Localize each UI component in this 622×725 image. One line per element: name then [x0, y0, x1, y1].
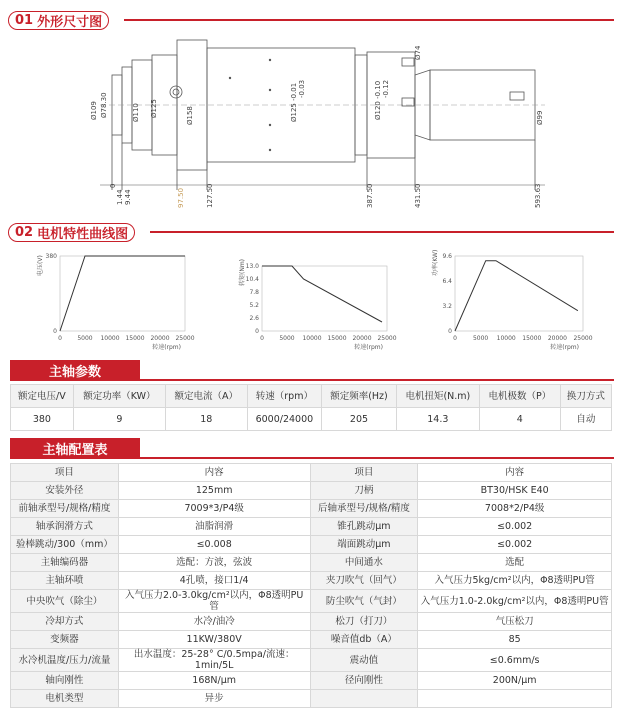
config-row: [11, 464, 612, 482]
config-key: 水冷机温度/压力/流量: [11, 649, 119, 672]
dim-label: 431.50: [414, 183, 422, 208]
dim-label: Ø120 -0.10: [374, 80, 382, 120]
config-row: [11, 672, 612, 690]
y-tick-label: 9.6: [442, 253, 452, 260]
param-value: 205: [322, 408, 397, 431]
x-tick-label: 5000: [472, 335, 489, 342]
config-row: [11, 690, 612, 708]
config-value: ≤0.6mm/s: [418, 649, 612, 672]
dim-label: Ø125 -0.01: [290, 82, 298, 122]
param-value: 9: [73, 408, 165, 431]
dim-label: Ø158: [186, 106, 194, 125]
config-key: 项目: [310, 464, 418, 482]
config-value: ≤0.008: [118, 536, 310, 554]
section-divider: [150, 231, 614, 233]
config-key: 端面跳动μm: [310, 536, 418, 554]
config-value: ≤0.002: [418, 518, 612, 536]
dim-label: 97.50: [177, 187, 185, 208]
config-value: 入气压力2.0-3.0kg/cm²以内，Φ8透明PU管: [118, 590, 310, 613]
config-value: 出水温度：25-28° C/0.5mpa/流速：1min/5L: [118, 649, 310, 672]
config-key: 中间通水: [310, 554, 418, 572]
x-tick-label: 5000: [77, 335, 93, 342]
plot-frame: [455, 256, 583, 331]
x-tick-label: 25000: [377, 335, 397, 342]
params-title: 主轴参数: [10, 360, 140, 381]
config-key: 主轴环喷: [11, 572, 119, 590]
config-key: 变频器: [11, 631, 119, 649]
config-value: BT30/HSK E40: [418, 482, 612, 500]
dim-label: 127.50: [206, 183, 214, 208]
x-tick-label: 25000: [573, 335, 593, 342]
config-row: [11, 536, 612, 554]
y-tick-label: 380: [45, 253, 57, 260]
x-tick-label: 0: [58, 335, 62, 342]
config-value: 入气压力1.0-2.0kg/cm²以内，Φ8透明PU管: [418, 590, 612, 613]
param-value: 自动: [560, 408, 611, 431]
config-key: 验棒跳动/300（mm）: [11, 536, 119, 554]
x-axis-label: 转速(rpm): [152, 344, 181, 351]
config-key: 电机类型: [11, 690, 119, 708]
param-value: 380: [11, 408, 74, 431]
config-row: [11, 518, 612, 536]
section-divider: [140, 457, 614, 459]
dim-label: Ø74: [414, 45, 422, 60]
config-key: 冷却方式: [11, 613, 119, 631]
x-tick-label: 20000: [547, 335, 567, 342]
y-axis-label: 电压(V): [37, 255, 44, 276]
dim-label: -0.03: [298, 79, 306, 98]
param-header: 额定电压/V: [11, 385, 74, 408]
x-tick-label: 10000: [100, 335, 120, 342]
y-axis-label: 功率(KW): [432, 249, 439, 276]
config-value: 选配：方波，弦波: [118, 554, 310, 572]
config-value: 168N/μm: [118, 672, 310, 690]
x-axis-label: 转速(rpm): [354, 344, 383, 351]
param-header: 额定频率(Hz): [322, 385, 397, 408]
spindle-dimension-drawing: [0, 30, 622, 220]
y-tick-label: 3.2: [442, 303, 452, 310]
config-key: 夹刀吹气（回气）: [310, 572, 418, 590]
param-header: 电机极数（P）: [479, 385, 560, 408]
config-value: 选配: [418, 554, 612, 572]
y-tick-label: 5.2: [249, 302, 259, 309]
config-value: ≤0.002: [418, 536, 612, 554]
config-value: 水冷/油冷: [118, 613, 310, 631]
param-header: 转速（rpm）: [247, 385, 322, 408]
config-key: 防尘吹气（气封）: [310, 590, 418, 613]
y-tick-label: 0: [53, 328, 57, 335]
x-tick-label: 10000: [496, 335, 516, 342]
config-key: [310, 690, 418, 708]
y-tick-label: 10.4: [245, 276, 259, 283]
config-value: 7008*2/P4级: [418, 500, 612, 518]
config-value: 200N/μm: [418, 672, 612, 690]
dim-label: Ø125: [150, 99, 158, 118]
config-value: 油脂润滑: [118, 518, 310, 536]
x-tick-label: 10000: [302, 335, 322, 342]
config-key: 中央吹气（除尘）: [11, 590, 119, 613]
param-value: 14.3: [396, 408, 479, 431]
x-tick-label: 15000: [327, 335, 347, 342]
section-title-dims: 01 外形尺寸图: [8, 10, 109, 30]
config-row: [11, 649, 612, 672]
dim-label: Ø109: [90, 101, 98, 120]
param-header: 额定电流（A）: [165, 385, 247, 408]
config-row: [11, 482, 612, 500]
params-table: [10, 384, 612, 431]
y-tick-label: 7.8: [249, 289, 259, 296]
config-key: 轴向刚性: [11, 672, 119, 690]
config-value: 异步: [118, 690, 310, 708]
series-line: [262, 266, 382, 322]
y-tick-label: 2.6: [249, 315, 259, 322]
motor-curves: [0, 246, 622, 356]
config-table: [10, 463, 612, 708]
x-tick-label: 15000: [125, 335, 145, 342]
dim-label: Ø99: [536, 110, 544, 125]
x-tick-label: 20000: [150, 335, 170, 342]
config-key: 径向刚性: [310, 672, 418, 690]
config-value: 入气压力5kg/cm²以内，Φ8透明PU管: [418, 572, 612, 590]
param-header: 额定功率（KW）: [73, 385, 165, 408]
param-value: 18: [165, 408, 247, 431]
config-key: 松刀（打刀）: [310, 613, 418, 631]
config-key: 轴承润滑方式: [11, 518, 119, 536]
config-value: 内容: [418, 464, 612, 482]
chart-2: [431, 250, 593, 351]
config-key: 后轴承型号/规格/精度: [310, 500, 418, 518]
y-axis-label: 转矩(Nm): [239, 258, 246, 286]
config-key: 锥孔跳动μm: [310, 518, 418, 536]
chart-1: [238, 259, 397, 351]
chart-0: [36, 253, 195, 351]
config-value: [418, 690, 612, 708]
param-header: 换刀方式: [560, 385, 611, 408]
config-value: 7009*3/P4级: [118, 500, 310, 518]
y-tick-label: 0: [255, 328, 259, 335]
config-value: 125mm: [118, 482, 310, 500]
param-value: 6000/24000: [247, 408, 322, 431]
x-axis-label: 转速(rpm): [550, 344, 579, 351]
plot-frame: [60, 256, 185, 331]
section-title-curves: 02 电机特性曲线图: [8, 222, 135, 242]
config-value: 11KW/380V: [118, 631, 310, 649]
config-row: [11, 500, 612, 518]
config-value: 4孔喷，接口1/4: [118, 572, 310, 590]
series-line: [60, 256, 185, 331]
config-key: 刀柄: [310, 482, 418, 500]
x-tick-label: 20000: [352, 335, 372, 342]
section-divider: [124, 19, 614, 21]
plot-frame: [262, 266, 387, 331]
config-value: 内容: [118, 464, 310, 482]
config-value: 气压松刀: [418, 613, 612, 631]
dim-label: 1.44: [116, 189, 124, 205]
config-row: [11, 572, 612, 590]
config-key: 震动值: [310, 649, 418, 672]
dim-label: 0: [109, 183, 117, 188]
x-tick-label: 5000: [279, 335, 295, 342]
param-header: 电机扭矩(N.m): [396, 385, 479, 408]
x-tick-label: 0: [260, 335, 264, 342]
param-value: 4: [479, 408, 560, 431]
y-tick-label: 0: [448, 328, 452, 335]
config-row: [11, 613, 612, 631]
section-divider: [140, 379, 614, 381]
config-key: 项目: [11, 464, 119, 482]
y-tick-label: 6.4: [442, 278, 452, 285]
config-key: 噪音值db（A）: [310, 631, 418, 649]
dim-label: -0.12: [382, 79, 390, 98]
y-tick-label: 13.0: [245, 263, 259, 270]
config-row: [11, 631, 612, 649]
dim-label: Ø78.30: [100, 92, 108, 118]
config-title: 主轴配置表: [10, 438, 140, 459]
dim-label: Ø110: [132, 103, 140, 122]
config-key: 主轴编码器: [11, 554, 119, 572]
config-key: 安装外径: [11, 482, 119, 500]
x-tick-label: 25000: [175, 335, 195, 342]
config-row: [11, 590, 612, 613]
series-line: [455, 261, 578, 331]
dim-label: 387.50: [366, 183, 374, 208]
dim-label: 593.63: [534, 183, 542, 208]
x-tick-label: 0: [453, 335, 457, 342]
dim-label: 9.44: [124, 189, 132, 205]
config-value: 85: [418, 631, 612, 649]
config-key: 前轴承型号/规格/精度: [11, 500, 119, 518]
x-tick-label: 15000: [522, 335, 542, 342]
config-row: [11, 554, 612, 572]
